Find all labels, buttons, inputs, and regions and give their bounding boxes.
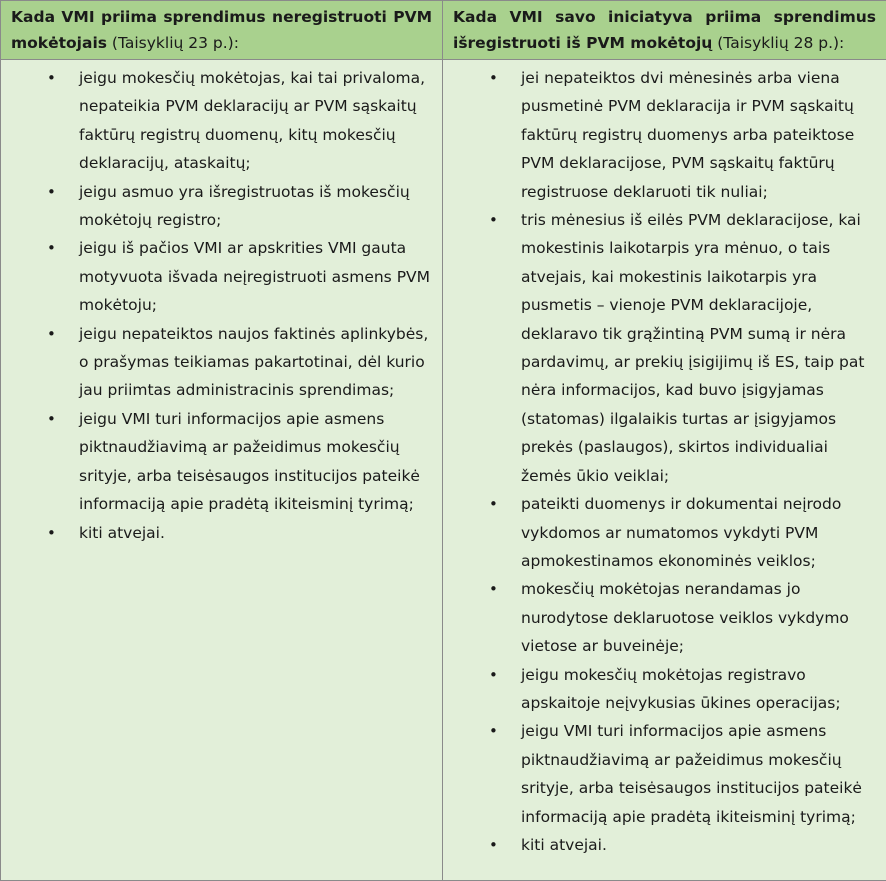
deregistration-list <box>453 64 876 859</box>
list-item <box>11 178 432 235</box>
list-item <box>11 405 432 519</box>
bullet-icon: • <box>489 835 498 854</box>
list-item <box>453 575 876 660</box>
heading-bold: Kada VMI savo iniciatyva priima sprendimus išregistruoti iš PVM mokėtojų <box>453 8 876 52</box>
heading-reference: (Taisyklių 23 p.): <box>107 34 239 52</box>
bullet-icon: • <box>47 324 56 343</box>
list-item-text: mokesčių mokėtojas nerandamas jo nurodytose deklaruotose veiklos vykdymo vietose ar buveinėje; <box>521 580 849 656</box>
list-item-text: jeigu VMI turi informacijos apie asmens piktnaudžiavimą ar pažeidimus mokesčių srityje, arba teisėsaugos institucijos pateikė informaciją apie pradėtą ikiteisminį tyrimą; <box>521 722 862 826</box>
list-item <box>453 831 876 859</box>
list-item <box>453 64 876 206</box>
bullet-icon: • <box>489 580 498 599</box>
bullet-icon: • <box>489 495 498 514</box>
list-item <box>453 490 876 575</box>
list-item <box>453 661 876 718</box>
list-item <box>11 234 432 319</box>
list-item-text: pateikti duomenys ir dokumentai neįrodo vykdomos ar numatomos vykdyti PVM apmokestinamos ekonominės veiklos; <box>521 495 842 570</box>
list-item-text: kiti atvejai. <box>79 523 165 542</box>
list-item <box>11 64 432 178</box>
list-item-text: jeigu VMI turi informacijos apie asmens piktnaudžiavimą ar pažeidimus mokesčių srityje, arba teisėsaugos institucijos pateikė informaciją apie pradėtą ikiteisminį tyrimą; <box>79 409 420 514</box>
list-item-text: jeigu nepateiktos naujos faktinės aplinkybės, o prašymas teikiamas pakartotinai, dėl kurio jau priimtas administracinis sprendimas; <box>79 324 429 400</box>
bullet-icon: • <box>47 182 56 201</box>
heading-reference: (Taisyklių 28 p.): <box>712 34 845 52</box>
list-item-text: jeigu mokesčių mokėtojas registravo apskaitoje neįvykusias ūkines operacijas; <box>521 665 841 712</box>
list-item <box>11 519 432 547</box>
bullet-icon: • <box>47 409 56 428</box>
header-row <box>1 1 886 60</box>
refuse-registration-cell <box>1 60 443 881</box>
deregistration-cell <box>443 60 886 881</box>
refuse-registration-list <box>11 64 432 547</box>
heading-bold: Kada VMI priima sprendimus neregistruoti PVM mokėtojais <box>11 8 432 52</box>
list-item-text: jeigu asmuo yra išregistruotas iš mokesčių mokėtojų registro; <box>79 182 410 230</box>
list-item <box>453 206 876 490</box>
list-item-text: kiti atvejai. <box>521 835 607 854</box>
bullet-icon: • <box>489 722 498 741</box>
list-item-text: jeigu mokesčių mokėtojas, kai tai privaloma, nepateikia PVM deklaracijų ar PVM sąskaitų faktūrų registrų duomenų, kitų mokesčių deklaracijų, ataskaitų; <box>79 69 426 173</box>
bullet-icon: • <box>489 211 498 230</box>
heading-refuse-registration <box>1 1 443 60</box>
list-item <box>11 320 432 405</box>
list-item <box>453 717 876 831</box>
bullet-icon: • <box>47 523 56 542</box>
bullet-icon: • <box>47 239 56 258</box>
bullet-icon: • <box>47 69 56 87</box>
bullet-icon: • <box>489 665 498 684</box>
list-item-text: tris mėnesius iš eilės PVM deklaracijose, kai mokestinis laikotarpis yra mėnuo, o tais atvejais, kai mokestinis laikotarpis yra pusmetis – vienoje PVM deklaracijoje, deklaravo tik grąžintiną PVM sumą ir nėra pardavimų, ar prekių įsigijimų iš ES, taip pat nėra informacijos, kad buvo įsigyjamas (statomas) ilgalaikis turtas ar įsigyjamos prekės (paslaugos), skirtos individualiai žemės ūkio veiklai; <box>521 211 865 485</box>
bullet-icon: • <box>489 69 498 87</box>
body-row <box>1 60 886 881</box>
list-item-text: jei nepateiktos dvi mėnesinės arba viena pusmetinė PVM deklaracija ir PVM sąskaitų faktūrų registrų duomenys arba pateiktose PVM deklaracijose, PVM sąskaitų faktūrų registruose deklaruoti tik nuliai; <box>521 69 855 201</box>
heading-deregistration <box>443 1 886 60</box>
list-item-text: jeigu iš pačios VMI ar apskrities VMI gauta motyvuota išvada neįregistruoti asmens PVM mokėtoju; <box>79 239 431 315</box>
